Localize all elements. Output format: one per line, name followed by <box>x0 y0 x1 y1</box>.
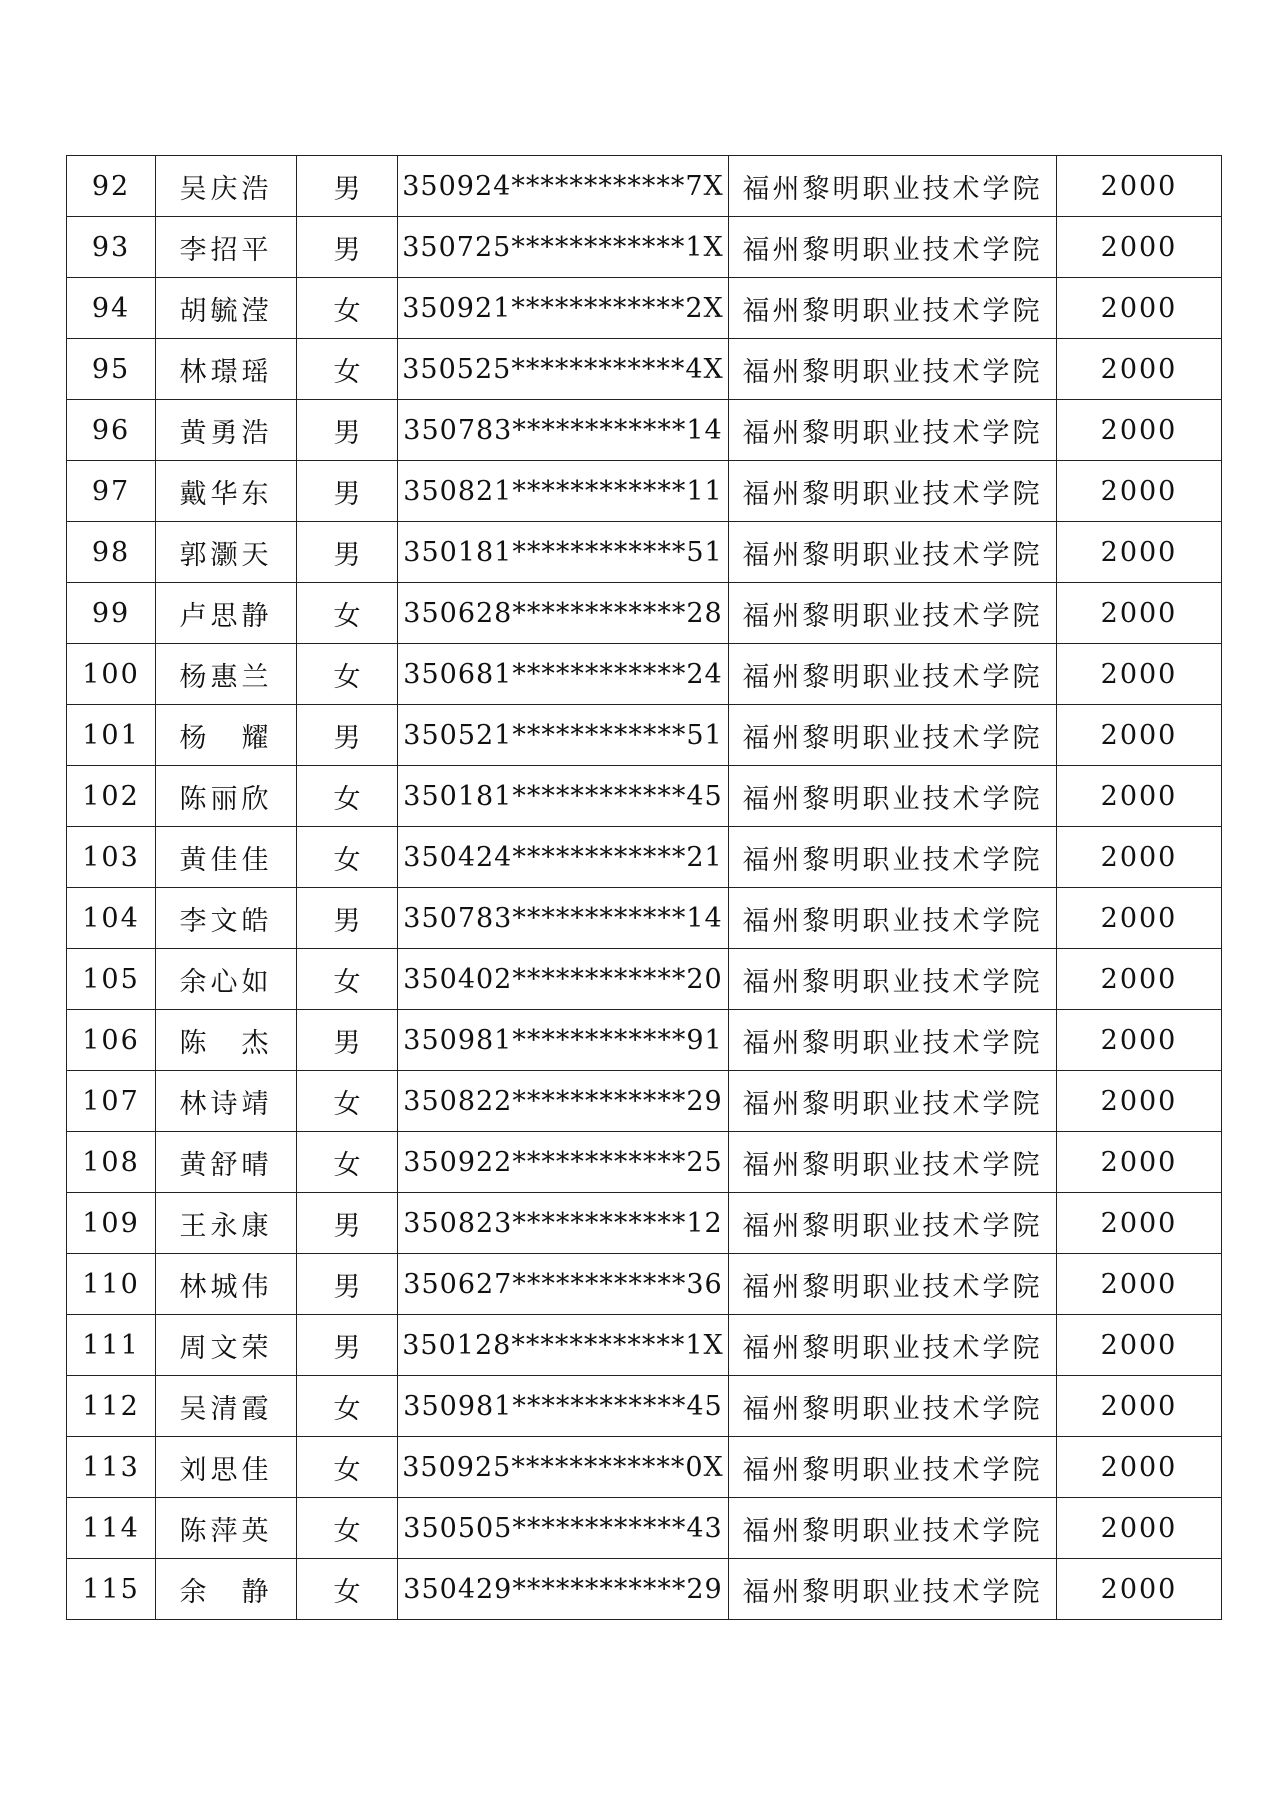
school-name: 福州黎明职业技术学院 <box>729 156 1057 217</box>
student-name: 林璟瑶 <box>156 339 297 400</box>
row-number: 109 <box>67 1193 156 1254</box>
grant-amount: 2000 <box>1057 1376 1222 1437</box>
student-roster-table <box>66 155 1222 1620</box>
roster-body <box>67 156 1222 1620</box>
student-gender: 女 <box>297 949 398 1010</box>
id-number: 350924************7X <box>398 156 729 217</box>
student-name: 卢思静 <box>156 583 297 644</box>
table-row <box>67 1010 1222 1071</box>
school-name: 福州黎明职业技术学院 <box>729 400 1057 461</box>
student-name: 李文皓 <box>156 888 297 949</box>
table-row <box>67 1193 1222 1254</box>
row-number: 102 <box>67 766 156 827</box>
grant-amount: 2000 <box>1057 1254 1222 1315</box>
table-row <box>67 1559 1222 1620</box>
grant-amount: 2000 <box>1057 1010 1222 1071</box>
student-gender: 女 <box>297 1376 398 1437</box>
student-gender: 女 <box>297 1498 398 1559</box>
table-row <box>67 1498 1222 1559</box>
table-row <box>67 644 1222 705</box>
student-name: 陈 杰 <box>156 1010 297 1071</box>
student-name: 吴清霞 <box>156 1376 297 1437</box>
school-name: 福州黎明职业技术学院 <box>729 1193 1057 1254</box>
id-number: 350922************25 <box>398 1132 729 1193</box>
id-number: 350181************45 <box>398 766 729 827</box>
row-number: 99 <box>67 583 156 644</box>
table-row <box>67 949 1222 1010</box>
table-row <box>67 217 1222 278</box>
id-number: 350505************43 <box>398 1498 729 1559</box>
id-number: 350822************29 <box>398 1071 729 1132</box>
student-gender: 女 <box>297 1071 398 1132</box>
school-name: 福州黎明职业技术学院 <box>729 1376 1057 1437</box>
student-name: 余 静 <box>156 1559 297 1620</box>
row-number: 103 <box>67 827 156 888</box>
student-name: 刘思佳 <box>156 1437 297 1498</box>
row-number: 100 <box>67 644 156 705</box>
grant-amount: 2000 <box>1057 888 1222 949</box>
row-number: 113 <box>67 1437 156 1498</box>
table-row <box>67 888 1222 949</box>
school-name: 福州黎明职业技术学院 <box>729 1132 1057 1193</box>
row-number: 96 <box>67 400 156 461</box>
student-gender: 男 <box>297 461 398 522</box>
school-name: 福州黎明职业技术学院 <box>729 339 1057 400</box>
table-row <box>67 1132 1222 1193</box>
id-number: 350981************45 <box>398 1376 729 1437</box>
table-row <box>67 156 1222 217</box>
school-name: 福州黎明职业技术学院 <box>729 705 1057 766</box>
school-name: 福州黎明职业技术学院 <box>729 1071 1057 1132</box>
student-gender: 女 <box>297 827 398 888</box>
student-gender: 女 <box>297 583 398 644</box>
student-gender: 女 <box>297 1559 398 1620</box>
id-number: 350521************51 <box>398 705 729 766</box>
school-name: 福州黎明职业技术学院 <box>729 644 1057 705</box>
table-row <box>67 522 1222 583</box>
grant-amount: 2000 <box>1057 339 1222 400</box>
table-row <box>67 766 1222 827</box>
table-row <box>67 705 1222 766</box>
student-name: 黄佳佳 <box>156 827 297 888</box>
id-number: 350821************11 <box>398 461 729 522</box>
row-number: 101 <box>67 705 156 766</box>
id-number: 350429************29 <box>398 1559 729 1620</box>
student-gender: 男 <box>297 705 398 766</box>
school-name: 福州黎明职业技术学院 <box>729 217 1057 278</box>
grant-amount: 2000 <box>1057 1071 1222 1132</box>
student-gender: 男 <box>297 1254 398 1315</box>
student-gender: 男 <box>297 888 398 949</box>
school-name: 福州黎明职业技术学院 <box>729 888 1057 949</box>
table-row <box>67 827 1222 888</box>
school-name: 福州黎明职业技术学院 <box>729 1254 1057 1315</box>
school-name: 福州黎明职业技术学院 <box>729 583 1057 644</box>
table-row <box>67 1254 1222 1315</box>
row-number: 112 <box>67 1376 156 1437</box>
student-gender: 女 <box>297 1132 398 1193</box>
grant-amount: 2000 <box>1057 156 1222 217</box>
student-gender: 男 <box>297 217 398 278</box>
row-number: 97 <box>67 461 156 522</box>
grant-amount: 2000 <box>1057 644 1222 705</box>
row-number: 95 <box>67 339 156 400</box>
school-name: 福州黎明职业技术学院 <box>729 461 1057 522</box>
student-name: 戴华东 <box>156 461 297 522</box>
student-name: 黄舒晴 <box>156 1132 297 1193</box>
grant-amount: 2000 <box>1057 827 1222 888</box>
grant-amount: 2000 <box>1057 1498 1222 1559</box>
grant-amount: 2000 <box>1057 1132 1222 1193</box>
student-name: 黄勇浩 <box>156 400 297 461</box>
school-name: 福州黎明职业技术学院 <box>729 1437 1057 1498</box>
id-number: 350783************14 <box>398 400 729 461</box>
school-name: 福州黎明职业技术学院 <box>729 1315 1057 1376</box>
student-name: 杨 耀 <box>156 705 297 766</box>
student-name: 吴庆浩 <box>156 156 297 217</box>
school-name: 福州黎明职业技术学院 <box>729 1498 1057 1559</box>
student-name: 陈丽欣 <box>156 766 297 827</box>
student-gender: 女 <box>297 278 398 339</box>
grant-amount: 2000 <box>1057 400 1222 461</box>
row-number: 108 <box>67 1132 156 1193</box>
student-gender: 女 <box>297 339 398 400</box>
id-number: 350981************91 <box>398 1010 729 1071</box>
id-number: 350628************28 <box>398 583 729 644</box>
grant-amount: 2000 <box>1057 522 1222 583</box>
grant-amount: 2000 <box>1057 583 1222 644</box>
student-gender: 男 <box>297 1193 398 1254</box>
school-name: 福州黎明职业技术学院 <box>729 766 1057 827</box>
id-number: 350681************24 <box>398 644 729 705</box>
student-gender: 女 <box>297 1437 398 1498</box>
grant-amount: 2000 <box>1057 766 1222 827</box>
grant-amount: 2000 <box>1057 1559 1222 1620</box>
table-row <box>67 400 1222 461</box>
student-name: 王永康 <box>156 1193 297 1254</box>
school-name: 福州黎明职业技术学院 <box>729 1559 1057 1620</box>
row-number: 115 <box>67 1559 156 1620</box>
id-number: 350783************14 <box>398 888 729 949</box>
grant-amount: 2000 <box>1057 217 1222 278</box>
student-gender: 女 <box>297 644 398 705</box>
row-number: 114 <box>67 1498 156 1559</box>
school-name: 福州黎明职业技术学院 <box>729 278 1057 339</box>
grant-amount: 2000 <box>1057 949 1222 1010</box>
student-gender: 男 <box>297 1315 398 1376</box>
school-name: 福州黎明职业技术学院 <box>729 522 1057 583</box>
grant-amount: 2000 <box>1057 705 1222 766</box>
grant-amount: 2000 <box>1057 1315 1222 1376</box>
row-number: 92 <box>67 156 156 217</box>
row-number: 111 <box>67 1315 156 1376</box>
id-number: 350925************0X <box>398 1437 729 1498</box>
table-row <box>67 1315 1222 1376</box>
id-number: 350921************2X <box>398 278 729 339</box>
student-gender: 男 <box>297 1010 398 1071</box>
student-name: 陈萍英 <box>156 1498 297 1559</box>
student-gender: 男 <box>297 522 398 583</box>
id-number: 350823************12 <box>398 1193 729 1254</box>
student-gender: 女 <box>297 766 398 827</box>
student-name: 余心如 <box>156 949 297 1010</box>
student-name: 周文荣 <box>156 1315 297 1376</box>
student-gender: 男 <box>297 400 398 461</box>
id-number: 350402************20 <box>398 949 729 1010</box>
row-number: 98 <box>67 522 156 583</box>
table-row <box>67 1376 1222 1437</box>
table-row <box>67 1437 1222 1498</box>
table-row <box>67 339 1222 400</box>
student-name: 杨惠兰 <box>156 644 297 705</box>
id-number: 350627************36 <box>398 1254 729 1315</box>
id-number: 350424************21 <box>398 827 729 888</box>
id-number: 350128************1X <box>398 1315 729 1376</box>
student-name: 郭灏天 <box>156 522 297 583</box>
id-number: 350181************51 <box>398 522 729 583</box>
grant-amount: 2000 <box>1057 461 1222 522</box>
row-number: 93 <box>67 217 156 278</box>
student-gender: 男 <box>297 156 398 217</box>
student-name: 李招平 <box>156 217 297 278</box>
grant-amount: 2000 <box>1057 1437 1222 1498</box>
grant-amount: 2000 <box>1057 1193 1222 1254</box>
student-name: 林诗靖 <box>156 1071 297 1132</box>
table-row <box>67 1071 1222 1132</box>
id-number: 350525************4X <box>398 339 729 400</box>
row-number: 94 <box>67 278 156 339</box>
id-number: 350725************1X <box>398 217 729 278</box>
table-row <box>67 278 1222 339</box>
school-name: 福州黎明职业技术学院 <box>729 827 1057 888</box>
school-name: 福州黎明职业技术学院 <box>729 1010 1057 1071</box>
row-number: 107 <box>67 1071 156 1132</box>
row-number: 105 <box>67 949 156 1010</box>
school-name: 福州黎明职业技术学院 <box>729 949 1057 1010</box>
student-name: 林城伟 <box>156 1254 297 1315</box>
row-number: 106 <box>67 1010 156 1071</box>
student-name: 胡毓滢 <box>156 278 297 339</box>
row-number: 104 <box>67 888 156 949</box>
table-row <box>67 583 1222 644</box>
table-row <box>67 461 1222 522</box>
grant-amount: 2000 <box>1057 278 1222 339</box>
row-number: 110 <box>67 1254 156 1315</box>
